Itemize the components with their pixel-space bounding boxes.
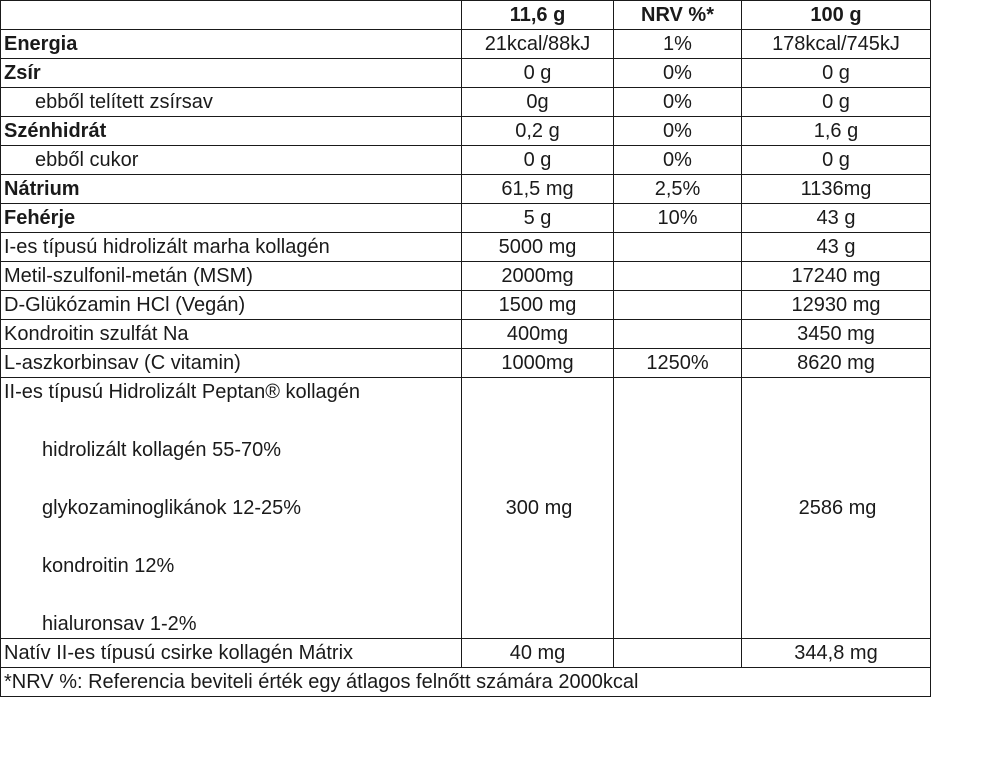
nrv-value xyxy=(614,291,742,320)
header-nrv: NRV %* xyxy=(614,1,742,30)
row-label: D-Glükózamin HCl (Vegán) xyxy=(1,291,462,320)
row-label: I-es típusú hidrolizált marha kollagén xyxy=(1,233,462,262)
per100-value: 344,8 mg xyxy=(742,639,931,668)
peptan-sub-item: hidrolizált kollagén 55-70% xyxy=(42,439,282,461)
header-serving: 11,6 g xyxy=(462,1,614,30)
per100-value: 12930 mg xyxy=(742,291,931,320)
nrv-value: 1% xyxy=(614,30,742,59)
per100-value: 8620 mg xyxy=(742,349,931,378)
nrv-value xyxy=(614,233,742,262)
nrv-value: 2,5% xyxy=(614,175,742,204)
table-row xyxy=(1,59,931,88)
nrv-value: 0% xyxy=(614,88,742,117)
table-row xyxy=(1,262,931,291)
nrv-value: 0% xyxy=(614,117,742,146)
row-label: ebből telített zsírsav xyxy=(1,88,462,117)
per100-value: 2586 mg xyxy=(742,378,931,639)
footnote-text: *NRV %: Referencia beviteli érték egy átlagos felnőtt számára 2000kcal xyxy=(1,668,931,697)
header-blank-cell xyxy=(1,1,462,30)
nrv-value xyxy=(614,262,742,291)
peptan-sub-item: kondroitin 12% xyxy=(42,555,175,577)
per100-value: 1,6 g xyxy=(742,117,931,146)
peptan-sub-item: hialuronsav 1-2% xyxy=(42,613,197,635)
peptan-sub-item: glykozaminoglikánok 12-25% xyxy=(42,497,302,519)
nrv-value: 1250% xyxy=(614,349,742,378)
nrv-value: 0% xyxy=(614,146,742,175)
per100-value: 0 g xyxy=(742,88,931,117)
per100-value: 3450 mg xyxy=(742,320,931,349)
table-row xyxy=(1,291,931,320)
serving-value: 2000mg xyxy=(462,262,614,291)
row-label: Energia xyxy=(1,30,462,59)
nrv-value xyxy=(614,639,742,668)
row-label: Szénhidrát xyxy=(1,117,462,146)
peptan-title: II-es típusú Hidrolizált Peptan® kollagén xyxy=(4,381,361,403)
row-label: ebből cukor xyxy=(1,146,462,175)
nrv-value: 10% xyxy=(614,204,742,233)
table-row xyxy=(1,30,931,59)
row-label: Fehérje xyxy=(1,204,462,233)
serving-value: 61,5 mg xyxy=(462,175,614,204)
table-row xyxy=(1,349,931,378)
nrv-value xyxy=(614,378,742,639)
per100-value: 43 g xyxy=(742,204,931,233)
peptan-label-cell xyxy=(1,378,462,639)
serving-value: 1000mg xyxy=(462,349,614,378)
row-label: Kondroitin szulfát Na xyxy=(1,320,462,349)
row-label: L-aszkorbinsav (C vitamin) xyxy=(1,349,462,378)
table-row xyxy=(1,233,931,262)
table-row xyxy=(1,117,931,146)
serving-value: 0,2 g xyxy=(462,117,614,146)
table-row xyxy=(1,320,931,349)
row-label: Natív II-es típusú csirke kollagén Mátrix xyxy=(1,639,462,668)
peptan-collagen-row xyxy=(1,378,931,639)
per100-value: 0 g xyxy=(742,146,931,175)
serving-value: 21kcal/88kJ xyxy=(462,30,614,59)
nrv-value: 0% xyxy=(614,59,742,88)
serving-value: 1500 mg xyxy=(462,291,614,320)
serving-value: 40 mg xyxy=(462,639,614,668)
serving-value: 0 g xyxy=(462,146,614,175)
per100-value: 178kcal/745kJ xyxy=(742,30,931,59)
footnote-row xyxy=(1,668,931,697)
per100-value: 0 g xyxy=(742,59,931,88)
table-row xyxy=(1,204,931,233)
per100-value: 17240 mg xyxy=(742,262,931,291)
table-row xyxy=(1,146,931,175)
per100-value: 1136mg xyxy=(742,175,931,204)
per100-value: 43 g xyxy=(742,233,931,262)
table-row xyxy=(1,639,931,668)
serving-value: 5000 mg xyxy=(462,233,614,262)
serving-value: 0 g xyxy=(462,59,614,88)
serving-value: 5 g xyxy=(462,204,614,233)
nrv-value xyxy=(614,320,742,349)
row-label: Zsír xyxy=(1,59,462,88)
row-label: Metil-szulfonil-metán (MSM) xyxy=(1,262,462,291)
table-header-row xyxy=(1,1,931,30)
header-per-100g: 100 g xyxy=(742,1,931,30)
table-row xyxy=(1,175,931,204)
serving-value: 400mg xyxy=(462,320,614,349)
serving-value: 0g xyxy=(462,88,614,117)
serving-value: 300 mg xyxy=(462,378,614,639)
table-row xyxy=(1,88,931,117)
row-label: Nátrium xyxy=(1,175,462,204)
